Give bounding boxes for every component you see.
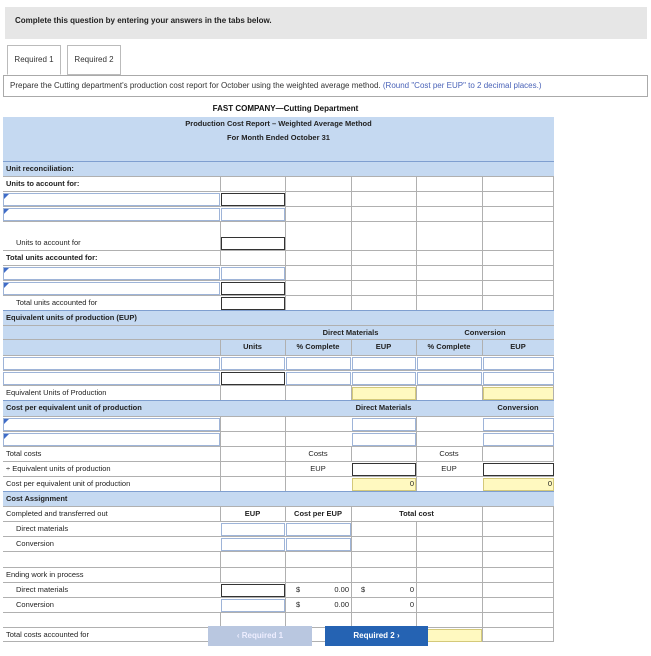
ewip-conversion-row xyxy=(3,597,554,612)
accounted-value-input[interactable] xyxy=(221,282,285,295)
completed-transferred-label: Completed and transferred out xyxy=(6,509,108,518)
conv-cost-input[interactable] xyxy=(483,418,554,431)
units-to-account-for-label: Units to account for: xyxy=(6,179,80,188)
units-to-account-for-total-label: Units to account for xyxy=(16,238,81,247)
report-title-row xyxy=(3,117,554,131)
eup-dm-eup-input[interactable] xyxy=(352,357,416,370)
total-units-accounted-for-label: Total units accounted for: xyxy=(6,253,98,262)
dm-cost-input[interactable] xyxy=(352,418,416,431)
eup-input-row-2 xyxy=(3,370,554,385)
dm-cost-per-eup-value: 0 xyxy=(409,479,414,488)
completed-transferred-row xyxy=(3,506,554,521)
total-cost-ca-header: Total cost xyxy=(399,509,434,518)
eup-dm-pct-input[interactable] xyxy=(286,357,351,370)
report-title: Production Cost Report – Weighted Average Method xyxy=(185,119,372,128)
ewip-direct-materials-row xyxy=(3,582,554,597)
cost-per-eup-header-row xyxy=(3,400,554,416)
banner-text: Complete this question by entering your answers in the tabs below. xyxy=(15,16,272,25)
eup-total-row xyxy=(3,385,554,400)
ewip-conv-cost-per-eup: 0.00 xyxy=(334,600,349,609)
ct-conversion-row xyxy=(3,536,554,551)
total-costs-row xyxy=(3,446,554,461)
dm-eup-total xyxy=(352,387,416,400)
units-description-input[interactable] xyxy=(3,193,220,206)
eup-conv-pct-input[interactable] xyxy=(417,357,482,370)
ct-direct-materials-row xyxy=(3,521,554,536)
dm-eup-header: EUP xyxy=(375,342,392,351)
units-input-row-1 xyxy=(3,191,554,206)
dm-pct-complete-header: % Complete xyxy=(296,342,340,351)
dm-cost-input[interactable] xyxy=(352,433,416,446)
unit-reconciliation-label: Unit reconciliation: xyxy=(6,164,74,173)
ewip-dm-eup-input[interactable] xyxy=(221,584,285,597)
ewip-blank-row xyxy=(3,612,554,627)
chevron-left-icon: ‹ xyxy=(236,631,240,640)
units-value-input[interactable] xyxy=(221,208,285,221)
instructions-banner xyxy=(5,7,647,39)
tab-required-2[interactable] xyxy=(67,45,121,75)
units-to-account-for-total-input[interactable] xyxy=(221,237,285,250)
cost-assignment-label: Cost Assignment xyxy=(6,494,68,503)
cost-input-row-1 xyxy=(3,416,554,431)
accounted-description-input[interactable] xyxy=(3,267,220,280)
conv-costs-label: Costs xyxy=(439,449,459,458)
conv-cost-per-eup-value: 0 xyxy=(547,479,552,488)
units-to-account-for-total-row xyxy=(3,221,554,250)
conv-eup-label: EUP xyxy=(441,464,457,473)
accounted-value-input[interactable] xyxy=(221,267,285,280)
cost-description-input[interactable] xyxy=(3,433,220,446)
eup-description-input[interactable] xyxy=(3,372,220,385)
units-value-input[interactable] xyxy=(221,193,285,206)
ewip-conv-dollar: $ xyxy=(296,600,301,609)
eup-units-input[interactable] xyxy=(221,357,285,370)
previous-button[interactable] xyxy=(208,626,312,646)
tab-label: Required 2 xyxy=(74,55,114,64)
ct-conv-eup-input[interactable] xyxy=(221,538,285,551)
divide-eup-label: ÷ Equivalent units of production xyxy=(6,464,111,473)
units-column-header: Units xyxy=(243,342,262,351)
next-button[interactable] xyxy=(325,626,428,646)
unit-reconciliation-row xyxy=(3,161,554,176)
ct-dm-eup-input[interactable] xyxy=(221,523,285,536)
eup-ca-header: EUP xyxy=(244,509,261,518)
question-instructions xyxy=(3,75,648,97)
ending-wip-row xyxy=(3,567,554,582)
eup-total-label: Equivalent Units of Production xyxy=(6,388,107,397)
cost-description-input[interactable] xyxy=(3,418,220,431)
instruction-text: Prepare the Cutting department's production cost report for October using the weighted average method. xyxy=(10,81,381,90)
ewip-conv-eup-input[interactable] xyxy=(221,599,285,612)
report-blank-row xyxy=(3,145,554,161)
production-cost-report xyxy=(3,117,554,642)
eup-dm-eup-input[interactable] xyxy=(352,372,416,385)
accounted-total-row xyxy=(3,295,554,310)
cost-per-eu-row xyxy=(3,476,554,491)
ewip-direct-materials-label: Direct materials xyxy=(16,585,69,594)
eup-input-row-1 xyxy=(3,355,554,370)
ct-conversion-label: Conversion xyxy=(16,539,54,548)
ct-blank-row xyxy=(3,551,554,567)
tab-label: Required 1 xyxy=(14,55,54,64)
dm-eup-label: EUP xyxy=(310,464,326,473)
eup-header-row xyxy=(3,310,554,325)
report-period-row xyxy=(3,131,554,145)
ewip-dm-dollar: $ xyxy=(296,585,301,594)
company-name: FAST COMPANY—Cutting Department xyxy=(212,104,359,113)
ct-dm-cost-per-eup-input[interactable] xyxy=(286,523,351,536)
ewip-dm-total: 0 xyxy=(409,585,414,594)
units-to-account-for-row xyxy=(3,176,554,191)
ewip-conversion-label: Conversion xyxy=(16,600,54,609)
dm-column-group: Direct Materials xyxy=(322,328,379,337)
eup-header-label: Equivalent units of production (EUP) xyxy=(6,313,137,322)
dm-costs-label: Costs xyxy=(308,449,328,458)
ct-direct-materials-label: Direct materials xyxy=(16,524,69,533)
report-period: For Month Ended October 31 xyxy=(227,133,330,142)
divide-eup-row xyxy=(3,461,554,476)
eup-column-header-row xyxy=(3,339,554,355)
cost-per-eup-ca-header: Cost per EUP xyxy=(294,509,342,518)
eup-description-input[interactable] xyxy=(3,357,220,370)
conversion-column-group: Conversion xyxy=(464,328,506,337)
ewip-dm-dollar-total: $ xyxy=(361,585,366,594)
total-units-accounted-for-total-input[interactable] xyxy=(221,297,285,310)
accounted-description-input[interactable] xyxy=(3,282,220,295)
eup-conv-pct-input[interactable] xyxy=(417,372,482,385)
eup-dm-pct-input[interactable] xyxy=(286,372,351,385)
units-input-row-2 xyxy=(3,206,554,221)
dm-eup-input[interactable] xyxy=(352,463,416,476)
conv-eup-input[interactable] xyxy=(483,463,554,476)
previous-button-label: Required 1 xyxy=(241,631,284,640)
eup-units-input[interactable] xyxy=(221,372,285,385)
cost-input-row-2 xyxy=(3,431,554,446)
cost-assignment-row xyxy=(3,491,554,506)
ewip-conv-total: 0 xyxy=(409,600,414,609)
accounted-input-row-1 xyxy=(3,265,554,280)
eup-conv-eup-input[interactable] xyxy=(483,372,554,385)
tab-required-1[interactable] xyxy=(7,45,61,75)
dm-cost-header: Direct Materials xyxy=(355,403,412,412)
ewip-dm-cost-per-eup: 0.00 xyxy=(334,585,349,594)
total-units-accounted-for-row xyxy=(3,250,554,265)
eup-column-group-row xyxy=(3,325,554,339)
chevron-right-icon: › xyxy=(396,631,400,640)
ending-wip-label: Ending work in process xyxy=(6,570,84,579)
conv-eup-header: EUP xyxy=(510,342,526,351)
units-description-input[interactable] xyxy=(3,208,220,221)
next-button-label: Required 2 xyxy=(353,631,395,640)
total-costs-accounted-label: Total costs accounted for xyxy=(6,630,89,639)
total-costs-label: Total costs xyxy=(6,449,42,458)
cost-per-eup-header-label: Cost per equivalent unit of production xyxy=(6,403,142,412)
accounted-input-row-2 xyxy=(3,280,554,295)
total-units-accounted-for-total-label: Total units accounted for xyxy=(16,298,98,307)
conv-pct-complete-header: % Complete xyxy=(427,342,471,351)
rounding-hint: (Round "Cost per EUP" to 2 decimal places.) xyxy=(382,81,542,90)
conv-cost-header: Conversion xyxy=(497,403,539,412)
eup-conv-eup-input[interactable] xyxy=(483,357,554,370)
ct-conv-cost-per-eup-input[interactable] xyxy=(286,538,351,551)
conv-eup-total xyxy=(483,387,554,400)
conv-cost-input[interactable] xyxy=(483,433,554,446)
cost-per-eu-label: Cost per equivalent unit of production xyxy=(6,479,131,488)
